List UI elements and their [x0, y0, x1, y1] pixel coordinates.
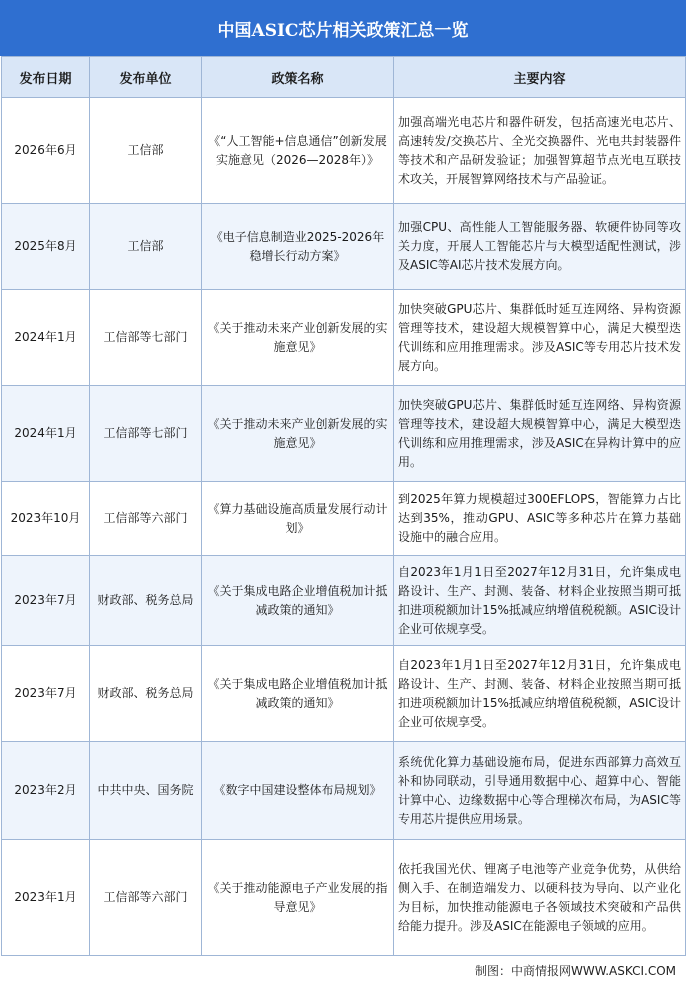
- cell-date: 2023年10月: [2, 482, 90, 556]
- cell-policy-name: 《关于集成电路企业增值税加计抵减政策的通知》: [202, 556, 394, 646]
- cell-date: 2023年7月: [2, 556, 90, 646]
- cell-date: 2023年7月: [2, 646, 90, 742]
- table-header-row: [2, 57, 686, 98]
- cell-policy-name: 《数字中国建设整体布局规划》: [202, 742, 394, 840]
- header-content: 主要内容: [394, 57, 686, 98]
- cell-content: 依托我国光伏、锂离子电池等产业竞争优势，从供给侧入手、在制造端发力、以硬科技为导向、以产业化为目标，加快推动能源电子各领域技术突破和产品供给能力提升。涉及ASIC在能源电子领域的应用。: [394, 840, 686, 956]
- cell-unit: 财政部、税务总局: [90, 646, 202, 742]
- cell-date: 2024年1月: [2, 386, 90, 482]
- cell-unit: 工信部等六部门: [90, 840, 202, 956]
- cell-policy-name: 《关于推动能源电子产业发展的指导意见》: [202, 840, 394, 956]
- cell-date: 2026年6月: [2, 98, 90, 204]
- cell-content: 加强高端光电芯片和器件研发，包括高速光电芯片、高速转发/交换芯片、全光交换器件、光电共封装器件等技术和产品研发验证；加强智算超节点光电互联技术攻关，开展智算网络技术与产品验证。: [394, 98, 686, 204]
- header-unit: 发布单位: [90, 57, 202, 98]
- cell-content: 加快突破GPU芯片、集群低时延互连网络、异构资源管理等技术，建设超大规模智算中心，满足大模型迭代训练和应用推理需求，涉及ASIC在异构计算中的应用。: [394, 386, 686, 482]
- cell-unit: 工信部: [90, 204, 202, 290]
- table-row: [2, 290, 686, 386]
- cell-unit: 工信部等七部门: [90, 290, 202, 386]
- cell-content: 自2023年1月1日至2027年12月31日，允许集成电路设计、生产、封测、装备、材料企业按照当期可抵扣进项税额加计15%抵减应纳增值税税额，ASIC设计企业可依规享受。: [394, 646, 686, 742]
- cell-policy-name: 《关于集成电路企业增值税加计抵减政策的通知》: [202, 646, 394, 742]
- table-row: [2, 204, 686, 290]
- cell-unit: 中共中央、国务院: [90, 742, 202, 840]
- cell-content: 系统优化算力基础设施布局，促进东西部算力高效互补和协同联动，引导通用数据中心、超算中心、智能计算中心、边缘数据中心等合理梯次布局，为ASIC等专用芯片提供应用场景。: [394, 742, 686, 840]
- table-row: [2, 556, 686, 646]
- cell-content: 加强CPU、高性能人工智能服务器、软硬件协同等攻关力度，开展人工智能芯片与大模型适配性测试，涉及ASIC等AI芯片技术发展方向。: [394, 204, 686, 290]
- table-row: [2, 482, 686, 556]
- cell-date: 2025年8月: [2, 204, 90, 290]
- source-credit: 制图：中商情报网WWW.ASKCI.COM: [475, 964, 676, 978]
- cell-content: 加快突破GPU芯片、集群低时延互连网络、异构资源管理等技术，建设超大规模智算中心，满足大模型迭代训练和应用推理需求。涉及ASIC等专用芯片技术发展方向。: [394, 290, 686, 386]
- cell-date: 2023年2月: [2, 742, 90, 840]
- cell-content: 自2023年1月1日至2027年12月31日，允许集成电路设计、生产、封测、装备、材料企业按照当期可抵扣进项税额加计15%抵减应纳增值税税额。ASIC设计企业可依规享受。: [394, 556, 686, 646]
- table-row: [2, 386, 686, 482]
- header-date: 发布日期: [2, 57, 90, 98]
- cell-policy-name: 《算力基础设施高质量发展行动计划》: [202, 482, 394, 556]
- table-body: [2, 98, 686, 956]
- table-row: [2, 646, 686, 742]
- cell-policy-name: 《“人工智能+信息通信”创新发展实施意见（2026—2028年）》: [202, 98, 394, 204]
- header-name: 政策名称: [202, 57, 394, 98]
- cell-policy-name: 《关于推动未来产业创新发展的实施意见》: [202, 290, 394, 386]
- cell-policy-name: 《关于推动未来产业创新发展的实施意见》: [202, 386, 394, 482]
- table-row: [2, 840, 686, 956]
- cell-content: 到2025年算力规模超过300EFLOPS，智能算力占比达到35%，推动GPU、ASIC等多种芯片在算力基础设施中的融合应用。: [394, 482, 686, 556]
- table-row: [2, 98, 686, 204]
- cell-unit: 工信部等六部门: [90, 482, 202, 556]
- cell-unit: 财政部、税务总局: [90, 556, 202, 646]
- policy-table: [1, 56, 686, 956]
- table-row: [2, 742, 686, 840]
- cell-unit: 工信部: [90, 98, 202, 204]
- cell-date: 2023年1月: [2, 840, 90, 956]
- cell-unit: 工信部等七部门: [90, 386, 202, 482]
- cell-date: 2024年1月: [2, 290, 90, 386]
- cell-policy-name: 《电子信息制造业2025-2026年稳增长行动方案》: [202, 204, 394, 290]
- page-title: 中国ASIC芯片相关政策汇总一览: [0, 0, 686, 56]
